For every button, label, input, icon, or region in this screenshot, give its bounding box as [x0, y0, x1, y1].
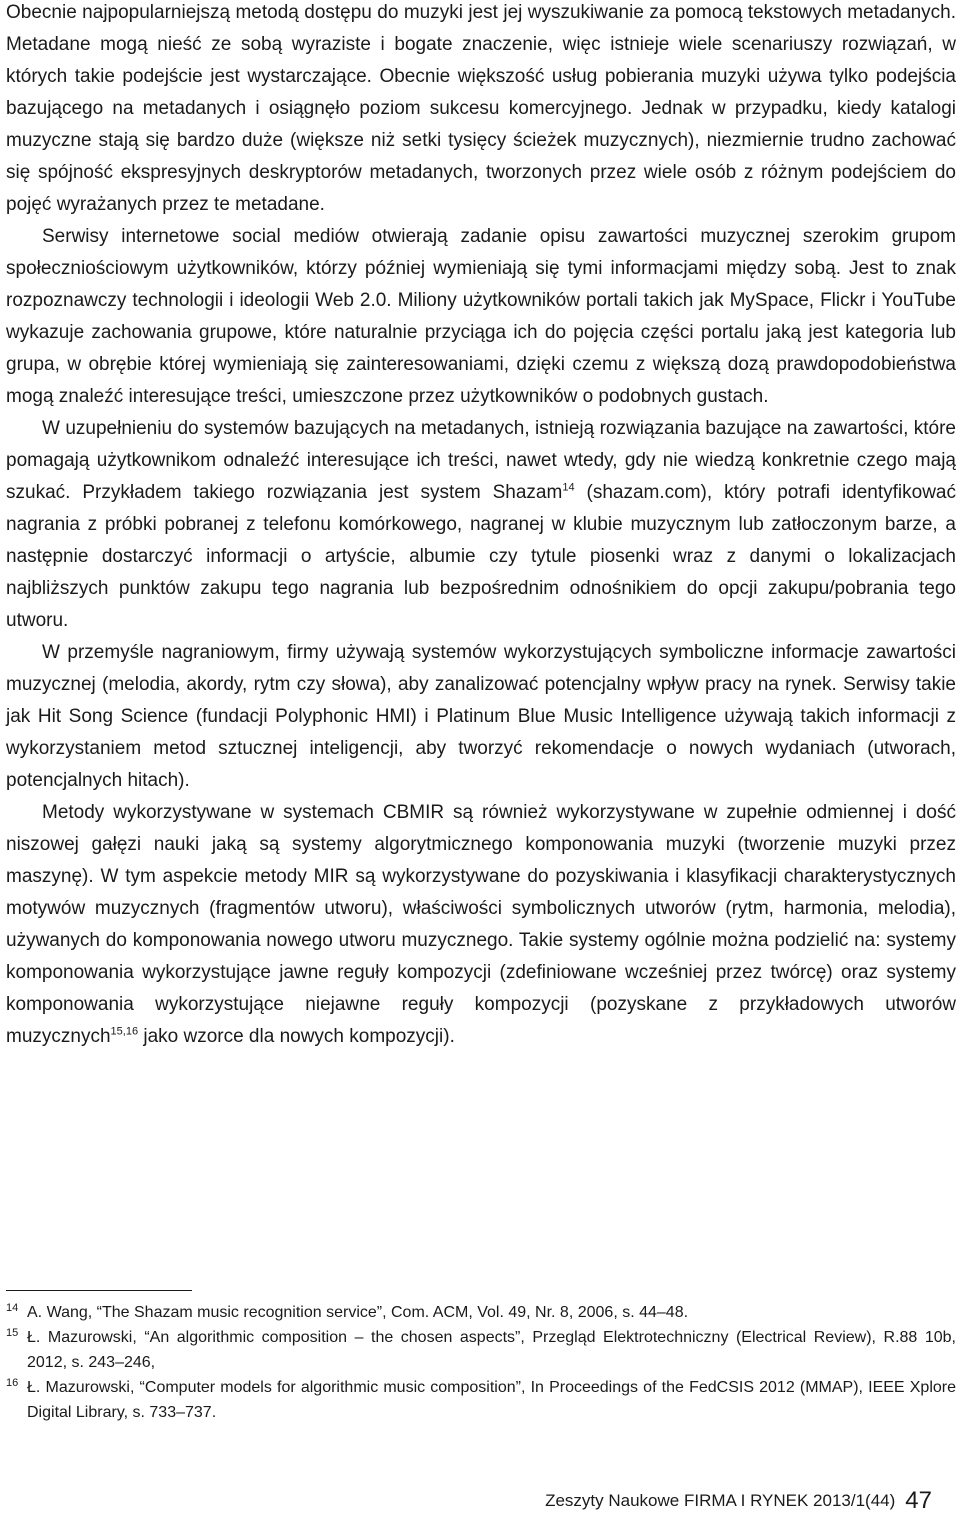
footnote-15	[6, 1325, 956, 1375]
paragraph-2-text: Serwisy internetowe social mediów otwierają zadanie opisu zawartości muzycznej szerokim grupom społeczniościowym użytkowników, którzy później wymieniają się tymi informacjami między sobą. Jest to znak rozpoznawczy technologii i ideologii Web 2.0. Miliony użytkowników portali takich jak MySpace, Flickr i YouTube wykazuje zachowania grupowe, które naturalnie przyciąga ich do pojęcia części portalu jaką jest kategoria lub grupa, w obrębie której wymieniają się zainteresowaniami, dzięki czemu z większą dozą prawdopodobieństwa mogą znaleźć interesujące treści, umieszczone przez użytkowników o podobnych gustach.	[6, 226, 956, 407]
paragraph-5-text-b: jako wzorce dla nowych kompozycji).	[138, 1026, 455, 1047]
footnote-text: Ł. Mazurowski, “Computer models for algorithmic music composition”, In Proceedings of the FedCSIS 2012 (MMAP), IEEE Xplore Digital Library, s. 733–737.	[27, 1379, 956, 1421]
journal-name: Zeszyty Naukowe FIRMA I RYNEK 2013/1(44)	[545, 1491, 896, 1510]
paragraph-2	[6, 221, 956, 413]
paragraph-1-text: Obecnie najpopularniejszą metodą dostępu do muzyki jest jej wyszukiwanie za pomocą tekstowych metadanych. Metadane mogą nieść ze sobą wyraziste i bogate znaczenie, więc istnieje wiele scenariuszy rozwiązań, w których takie podejście jest wystarczające. Obecnie większość usług pobierania muzyki używa tylko podejścia bazującego na metadanych i osiągnęło poziom sukcesu komercyjnego. Jednak w przypadku, kiedy katalogi muzyczne stają się bardzo duże (większe niż setki tysięcy ścieżek muzycznych), niezmiernie trudno zachować się spójność ekspresyjnych deskryptorów metadanych, tworzonych przez wiele osób z różnym podejściem do pojęć wyrażanych przez te metadane.	[6, 2, 956, 215]
paragraph-3-text-b: (shazam.com), który potrafi identyfikować nagrania z próbki pobranej z telefonu komórkowego, nagranej w klubie muzycznym lub zatłoczonym barze, a następnie dostarczyć informacji o artyście, albumie czy tytule piosenki wraz z danymi o lokalizacjach najbliższych punktów zakupu tego nagrania lub bezpośrednim odnośnikiem do opcji zakupu/pobrania tego utworu.	[6, 482, 956, 631]
body-text	[6, 0, 956, 1053]
footnote-text: A. Wang, “The Shazam music recognition service”, Com. ACM, Vol. 49, Nr. 8, 2006, s. 44–48.	[27, 1304, 689, 1321]
paragraph-5	[6, 797, 956, 1053]
paragraph-3	[6, 413, 956, 637]
paragraph-1	[6, 0, 956, 221]
footnote-number: 14	[6, 1302, 19, 1314]
footnotes	[6, 1300, 956, 1425]
page-footer	[545, 1488, 932, 1514]
footnote-ref-14[interactable]: 14	[562, 481, 575, 494]
footnote-16	[6, 1375, 956, 1425]
paragraph-5-text-a: Metody wykorzystywane w systemach CBMIR są również wykorzystywane w zupełnie odmiennej i dość niszowej gałęzi nauki jaką są systemy algorytmicznego komponowania muzyki (tworzenie muzyki przez maszynę). W tym aspekcie metody MIR są wykorzystywane do pozyskiwania i klasyfikacji charakterystycznych motywów muzycznych (fragmentów utworu), właściwości symbolicznych utworów (rytm, harmonia, melodia), używanych do komponowania nowego utworu muzycznego. Takie systemy ogólnie można podzielić na: systemy komponowania wykorzystujące jawne reguły kompozycji (zdefiniowane wcześniej przez twórcę) oraz systemy komponowania wykorzystujące niejawne reguły kompozycji (pozyskane z przykładowych utworów muzycznych	[6, 802, 956, 1047]
footnote-divider	[6, 1290, 192, 1291]
footnote-number: 15	[6, 1327, 19, 1339]
paragraph-4	[6, 637, 956, 797]
footnote-text: Ł. Mazurowski, “An algorithmic composition – the chosen aspects”, Przegląd Elektrotechniczny (Electrical Review), R.88 10b, 2012, s. 243–246,	[27, 1329, 956, 1371]
page-number: 47	[905, 1487, 932, 1514]
paragraph-3-text-a: W uzupełnieniu do systemów bazujących na metadanych, istnieją rozwiązania bazujące na zawartości, które pomagają użytkownikom odnaleźć interesujące ich treści, nawet wtedy, gdy nie wiedzą konkretnie czego mają szukać. Przykładem takiego rozwiązania jest system Shazam	[6, 418, 956, 503]
paragraph-4-text: W przemyśle nagraniowym, firmy używają systemów wykorzystujących symboliczne informacje zawartości muzycznej (melodia, akordy, rytm czy słowa), aby zanalizować potencjalny wpływ pracy na rynek. Serwisy takie jak Hit Song Science (fundacji Polyphonic HMI) i Platinum Blue Music Intelligence używają takich informacji z wykorzystaniem metod sztucznej inteligencji, aby tworzyć rekomendacje o nowych wydaniach (utworach, potencjalnych hitach).	[6, 642, 956, 791]
footnote-ref-15-16[interactable]: 15,16	[110, 1025, 139, 1038]
footnote-number: 16	[6, 1377, 19, 1389]
footnote-14	[6, 1300, 956, 1325]
